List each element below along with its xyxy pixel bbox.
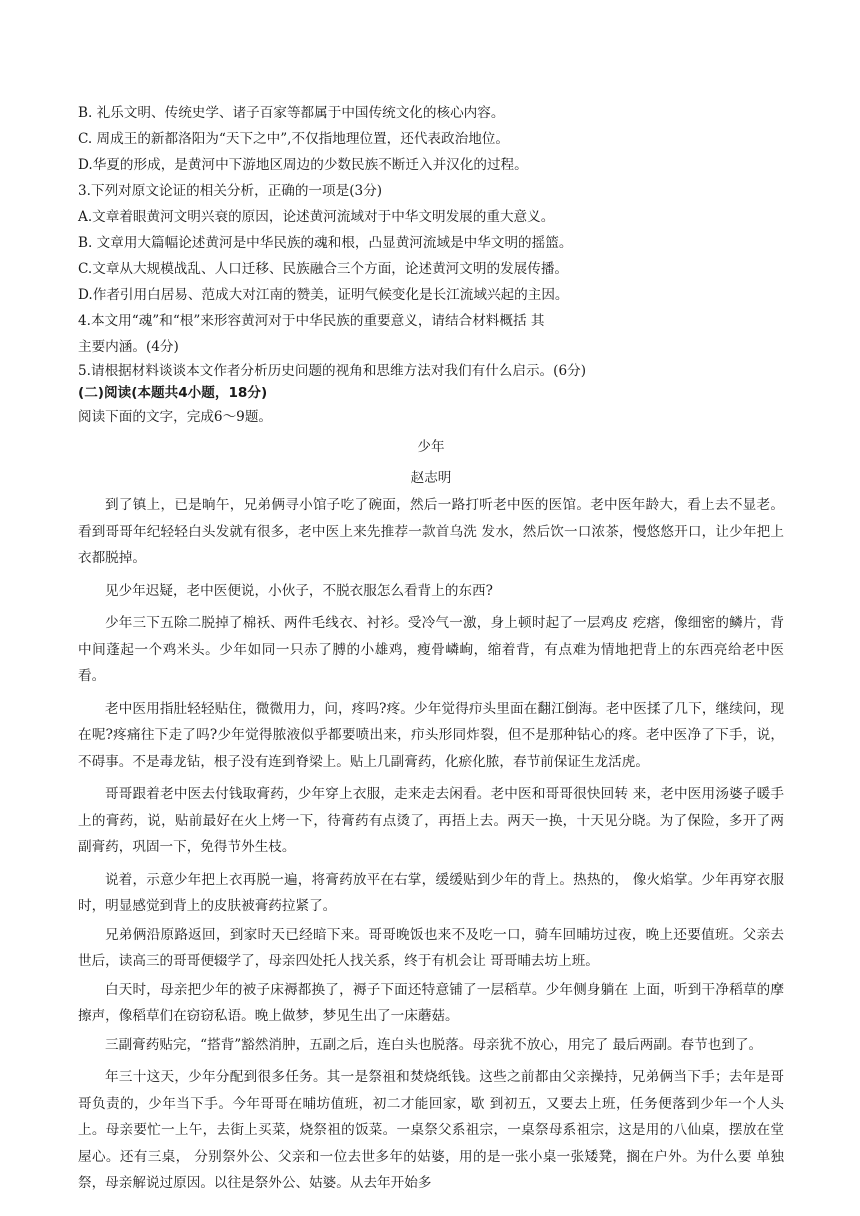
story-paragraph: 三副膏药贴完，“搭背”豁然消肿，五副之后，连白头也脱落。母亲犹不放心，用完了 最后两副。春节也到了。	[105, 1036, 763, 1053]
story-author: 赵志明	[410, 470, 452, 486]
story-paragraph: 少年三下五除二脱掉了棉袄、两件毛线衣、衬衫。受冷气一激，身上顿时起了一层鸡皮 疙瘩，像细密的鳞片，背中间蓬起一个鸡米头。少年如同一只赤了膊的小雄鸡，瘦骨嶙峋，缩着背，有点难为情地把背上的东西亮给老中医看。	[78, 615, 784, 684]
section-instruction: 阅读下面的文字，完成6～9题。	[78, 409, 273, 425]
question-3: 3.下列对原文论证的相关分析，正确的一项是(3分)	[78, 183, 383, 199]
option-d: D.华夏的形成，是黄河中下游地区周边的少数民族不断迁入并汉化的过程。	[78, 157, 528, 173]
story-paragraph: 说着，示意少年把上衣再脱一遍，将膏药放平在右掌，缓缓贴到少年的背上。热热的， 像火焰掌。少年再穿衣服时，明显感觉到背上的皮肤被膏药拉紧了。	[78, 871, 784, 914]
question-3-option-b: B. 文章用大篇幅论述黄河是中华民族的魂和根，凸显黄河流域是中华文明的摇篮。	[78, 235, 573, 251]
question-4-line-1: 4.本文用“魂”和“根”来形容黄河对于中华民族的重要意义，请结合材料概括 其	[78, 313, 545, 329]
story-paragraph: 到了镇上，已是晌午，兄弟俩寻小馆子吃了碗面，然后一路打听老中医的医馆。老中医年龄大，看上去不显老。看到哥哥年纪轻轻白头发就有很多，老中医上来先推荐一款首乌洗 发水，然后饮一口浓茶，慢悠悠开口，让少年把上衣都脱掉。	[78, 497, 784, 566]
option-b: B. 礼乐文明、传统史学、诸子百家等都属于中国传统文化的核心内容。	[78, 105, 505, 121]
story-title: 少年	[417, 439, 445, 455]
option-c: C. 周成王的新都洛阳为“天下之中”,不仅指地理位置，还代表政治地位。	[78, 131, 509, 147]
story-paragraph: 见少年迟疑，老中医便说，小伙子，不脱衣服怎么看背上的东西?	[105, 582, 493, 599]
document-page	[78, 100, 784, 1203]
story-paragraph: 哥哥跟着老中医去付钱取膏药，少年穿上衣服，走来走去闲看。老中医和哥哥很快回转 来，老中医用汤婆子暖手上的膏药，说，贴前最好在火上烤一下，待膏药有点烫了，再捂上去。两天一换，十天见分晓。为了保险，多开了两副膏药，巩固一下，免得节外生枝。	[78, 786, 784, 855]
question-5: 5.请根据材料谈谈本文作者分析历史问题的视角和思维方法对我们有什么启示。(6分)	[78, 363, 587, 379]
question-3-option-a: A.文章着眼黄河文明兴衰的原因，论述黄河流域对于中华文明发展的重大意义。	[78, 209, 555, 225]
question-3-option-c: C.文章从大规模战乱、人口迁移、民族融合三个方面，论述黄河文明的发展传播。	[78, 261, 569, 277]
story-paragraph: 老中医用指肚轻轻贴住，微微用力，问，疼吗?疼。少年觉得疖头里面在翻江倒海。老中医揉了几下，继续问，现在呢?疼痛往下走了吗?少年觉得脓液似乎都要喷出来，疖头形同炸裂，但不是那种钻心的疼。老中医净了下手，说，不碍事。不是毒龙钻，根子没有连到脊梁上。贴上几副膏药，化瘀化脓，春节前保证生龙活虎。	[78, 700, 784, 770]
section-heading: (二)阅读(本题共4小题，18分)	[78, 385, 268, 401]
question-3-option-d: D.作者引用白居易、范成大对江南的赞美，证明气候变化是长江流域兴起的主因。	[78, 287, 569, 303]
story-paragraph: 兄弟俩沿原路返回，到家时天已经暗下来。哥哥晚饭也来不及吃一口，骑车回晡坊过夜，晚上还要值班。父亲去世后，读高三的哥哥便辍学了，母亲四处托人找关系，终于有机会让 哥哥晡去坊上班。	[78, 926, 784, 969]
story-paragraph: 白天时，母亲把少年的被子床褥都换了，褥子下面还特意铺了一层稻草。少年侧身躺在 上面，听到干净稻草的摩擦声，像稻草们在窃窃私语。晚上做梦，梦见生出了一床蘑菇。	[78, 981, 784, 1024]
story-paragraph: 年三十这天，少年分配到很多任务。其一是祭祖和焚烧纸钱。这些之前都由父亲操持，兄弟俩当下手；去年是哥哥负责的，少年当下手。今年哥哥在晡坊值班，初二才能回家，歇 到初五，又要去上班，任务便落到少年一个人头上。母亲要忙一上午，去街上买菜，烧祭祖的饭菜。一桌祭父系祖宗，一桌祭母系祖宗，这是用的八仙桌，摆放在堂屋心。还有三桌， 分别祭外公、父亲和一位去世多年的姑婆，用的是一张小桌一张矮凳，搁在户外。为什么要 单独祭，母亲解说过原因。以往是祭外公、姑婆。从去年开始多	[78, 1069, 784, 1191]
question-4-line-2: 主要内涵。(4分)	[78, 339, 179, 355]
